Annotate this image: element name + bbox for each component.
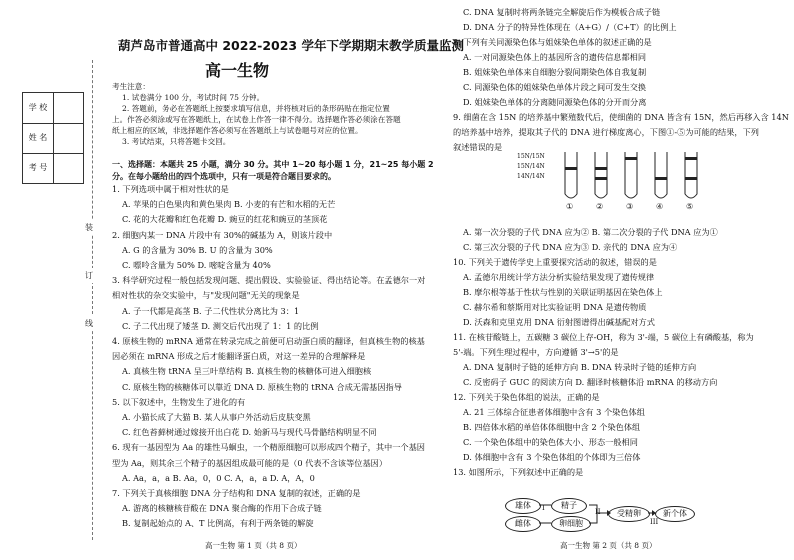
section-heading: 一、选择题：本题共 25 小题，满分 30 分。其中 1~20 每小题 1 分，21~25 每小题 2 (112, 160, 434, 169)
page-footer-right: 高一生物 第 2 页（共 8 页） (560, 541, 657, 550)
tubes-svg (495, 150, 715, 218)
question-stem: 4. 原核生物的 mRNA 通常在转录完成之前便可启动蛋白质的翻译，但真核生物的核基 (112, 336, 425, 346)
reproduction-diagram (505, 496, 695, 536)
question-stem: 11. 在核苷酸链上，五碳糖 3 碳位上存-OH，称为 3'-端，5 碳位上有磷酸基，称为 (453, 332, 754, 342)
node-female: 雌体 (505, 516, 541, 532)
question-text: 的培养基中培养，提取其子代的 DNA 进行梯度离心，下图①-⑤为可能的结果，下列 (453, 127, 759, 137)
tube-label: ① (566, 202, 574, 211)
answer-option: A. 一对同源染色体上的基因所含的遗传信息都相同 (463, 52, 647, 62)
binding-line (92, 60, 93, 540)
name-field[interactable] (23, 123, 83, 154)
band-label: 14N/14N (517, 173, 545, 180)
answer-option: B. 摩尔根等基于性状与性别的关联证明基因在染色体上 (463, 287, 663, 297)
question-stem: 10. 下列关于遗传学史上重要探究活动的叙述，错误的是 (453, 257, 657, 267)
tube-label: ④ (656, 202, 664, 211)
answer-option: C. DNA 复制时将两条链完全解旋后作为模板合成子链 (463, 7, 661, 17)
question-stem: 6. 现有一基因型为 Aa 的雄性马蛔虫，一个精原细胞可以形成四个精子，其中一个基因 (112, 442, 425, 453)
notice-line: 2. 答题前，务必在答题纸上按要求填写信息，并将核对后的条形码贴在指定位置 (122, 104, 390, 113)
exam-number-label: 考 号 (23, 153, 54, 183)
school-label: 学 校 (23, 93, 54, 123)
answer-option: B. 四倍体水稻的单倍体体细胞中含 2 个染色体组 (463, 422, 641, 432)
notice-line: 3. 考试结束，只将答题卡交回。 (122, 137, 231, 146)
step-label: I (542, 504, 545, 512)
answer-option: A. 真核生物 tRNA 呈三叶草结构 B. 真核生物的核糖体可进入细胞核 (122, 366, 372, 377)
centrifuge-figure (495, 150, 715, 218)
exam-number-field[interactable] (23, 153, 83, 183)
question-stem: 12. 下列关于染色体组的说法，正确的是 (453, 392, 600, 402)
answer-option: C. 原核生物的核糖体可以靠近 DNA D. 原核生物的 tRNA 合成无需基因指导 (122, 381, 402, 392)
answer-option: A. 子一代都是高茎 B. 子二代性状分离比为 3：1 (122, 305, 300, 316)
tube-3 (625, 152, 637, 198)
answer-option: A. DNA 复制时子链的延伸方向 B. DNA 转录时子链的延伸方向 (463, 362, 697, 372)
answer-option: C. 第三次分裂的子代 DNA 应为③ D. 亲代的 DNA 应为④ (463, 242, 678, 252)
notice-heading: 考生注意： (112, 82, 150, 91)
question-text: 叙述错误的是 (453, 142, 503, 152)
notice-line: 1. 试卷满分 100 分，考试时间 75 分钟。 (122, 93, 265, 102)
node-sperm: 精子 (551, 498, 587, 514)
question-stem: 2. 细胞内某一 DNA 片段中有 30%的碱基为 A，则该片段中 (112, 229, 333, 240)
answer-option: D. 沃森和克里克用 DNA 衍射图谱得出碱基配对方式 (463, 317, 655, 327)
answer-option: C. 一个染色体组中的染色体大小、形态一般相同 (463, 437, 638, 447)
question-text: 5'-端。下列生理过程中，方向遵循 3'→5'的是 (453, 347, 619, 357)
diagram-arrows (505, 496, 695, 536)
notice-line: 上。作答必须涂或写在答题纸上，在试卷上作答一律不得分。选择题作答必须涂在答题 (112, 115, 401, 124)
answer-option: B. 复制起始点的 A、T 比例高，有利于两条链的解旋 (122, 518, 314, 529)
tube-1 (565, 152, 577, 198)
answer-option: A. 游离的核糖核苷酸在 DNA 聚合酶的作用下合成子链 (122, 503, 322, 514)
answer-option: B. 姐妹染色单体来自细胞分裂间期染色体自我复制 (463, 67, 647, 77)
question-stem: 7. 下列关于真核细胞 DNA 分子结构和 DNA 复制的叙述，正确的是 (112, 488, 361, 498)
step-label: III (650, 518, 659, 526)
name-label: 姓 名 (23, 123, 54, 153)
exam-title: 葫芦岛市普通高中 2022-2023 学年下学期期末教学质量监测 (118, 38, 464, 53)
answer-option: A. 孟德尔用统计学方法分析实验结果发现了遗传规律 (463, 272, 655, 282)
question-stem: 5. 以下叙述中，生物发生了进化的有 (112, 396, 246, 407)
answer-option: A. 苹果的白色果肉和黄色果肉 B. 小麦的有芒和水稻的无芒 (122, 199, 336, 210)
binding-mark-xian: 线 (85, 316, 93, 331)
question-text: 因必须在 mRNA 形成之后才能翻译蛋白质，对这一差异的合理解释是 (112, 351, 366, 362)
node-zygote: 受精卵 (608, 506, 650, 522)
question-stem: 13. 如图所示，下列叙述中正确的是 (453, 467, 584, 477)
question-stem: 3. 科学研究过程一般包括发现问题、提出假设、实验验证、得出结论等。在孟德尔一对 (112, 275, 426, 286)
answer-option: C. 花的大花瓣和红色花瓣 D. 豌豆的红花和豌豆的茎顶花 (122, 214, 328, 225)
answer-option: A. 第一次分裂的子代 DNA 应为② B. 第二次分裂的子代 DNA 应为① (463, 227, 718, 237)
binding-mark-ding: 订 (85, 268, 93, 283)
question-stem: 9. 细菌在含 15N 的培养基中繁殖数代后，使细菌的 DNA 皆含有 15N，然后再移入含 14N (453, 112, 789, 122)
question-text: 相对性状的杂交实验中，与"发现问题"无关的现象是 (112, 290, 300, 301)
tube-label: ⑤ (686, 202, 694, 211)
page-footer-left: 高一生物 第 1 页（共 8 页） (205, 541, 302, 550)
tube-4 (655, 152, 667, 198)
answer-option: D. 姐妹染色单体的分离随同源染色体的分开而分离 (463, 97, 647, 107)
answer-option: C. 反密码子 GUC 的阅读方向 D. 翻译时核糖体沿 mRNA 的移动方向 (463, 377, 718, 387)
node-male: 雄体 (505, 498, 541, 514)
section-heading: 分。在每小题给出的四个选项中，只有一项是符合题目要求的。 (112, 172, 336, 181)
tube-5 (685, 152, 697, 198)
student-info-box (22, 92, 84, 184)
question-text: 型为 Aa，则其余三个精子的基因组成最可能的是（0 代表不含该等位基因） (112, 457, 388, 468)
tube-label: ② (596, 202, 604, 211)
answer-option: C. 红色苔藓树通过嫁接开出白花 D. 始新马与现代马骨骼结构明显不同 (122, 427, 377, 438)
answer-option: C. 嘌呤含量为 50% D. 嘧啶含量为 40% (122, 260, 271, 270)
band-label: 15N/14N (517, 163, 545, 170)
question-stem: 8. 下列有关同源染色体与姐妹染色单体的叙述正确的是 (453, 37, 652, 47)
answer-option: A. Aa，a，a B. Aa，0，0 C. A，a，a D. A，A，0 (122, 472, 315, 483)
notice-line: 纸上相应的区域，非选择题作答必须写在答题纸上与试卷题号对应的位置。 (112, 126, 363, 135)
band-label: 15N/15N (517, 153, 545, 160)
school-field[interactable] (23, 93, 83, 124)
question-stem: 1. 下列选项中属于相对性状的是 (112, 184, 229, 194)
answer-option: C. 赫尔希和蔡斯用对比实验证明 DNA 是遗传物质 (463, 302, 647, 312)
binding-mark-zhuang: 装 (85, 220, 93, 235)
tube-label: ③ (626, 202, 634, 211)
answer-option: C. 子二代出现了矮茎 D. 测交后代出现了 1：1 的比例 (122, 320, 319, 331)
answer-option: D. DNA 分子的特异性体现在（A+G）/（C+T）的比例上 (463, 22, 677, 32)
answer-option: A. 小猫长成了大猫 B. 某人从事户外活动后皮肤变黑 (122, 412, 311, 422)
answer-option: A. 21 三体综合征患者体细胞中含有 3 个染色体组 (463, 407, 645, 417)
node-egg: 卵细胞 (551, 516, 591, 532)
answer-option: C. 同源染色体的姐妹染色单体片段之间可发生交换 (463, 82, 647, 92)
tube-2 (595, 152, 607, 198)
answer-option: A. G 的含量为 30% B. U 的含量为 30% (122, 244, 273, 255)
step-label: II (595, 508, 601, 516)
subject-title: 高一生物 (205, 61, 270, 80)
answer-option: D. 体细胞中含有 3 个染色体组的个体即为三倍体 (463, 452, 641, 462)
node-new-individual: 新个体 (655, 506, 695, 522)
